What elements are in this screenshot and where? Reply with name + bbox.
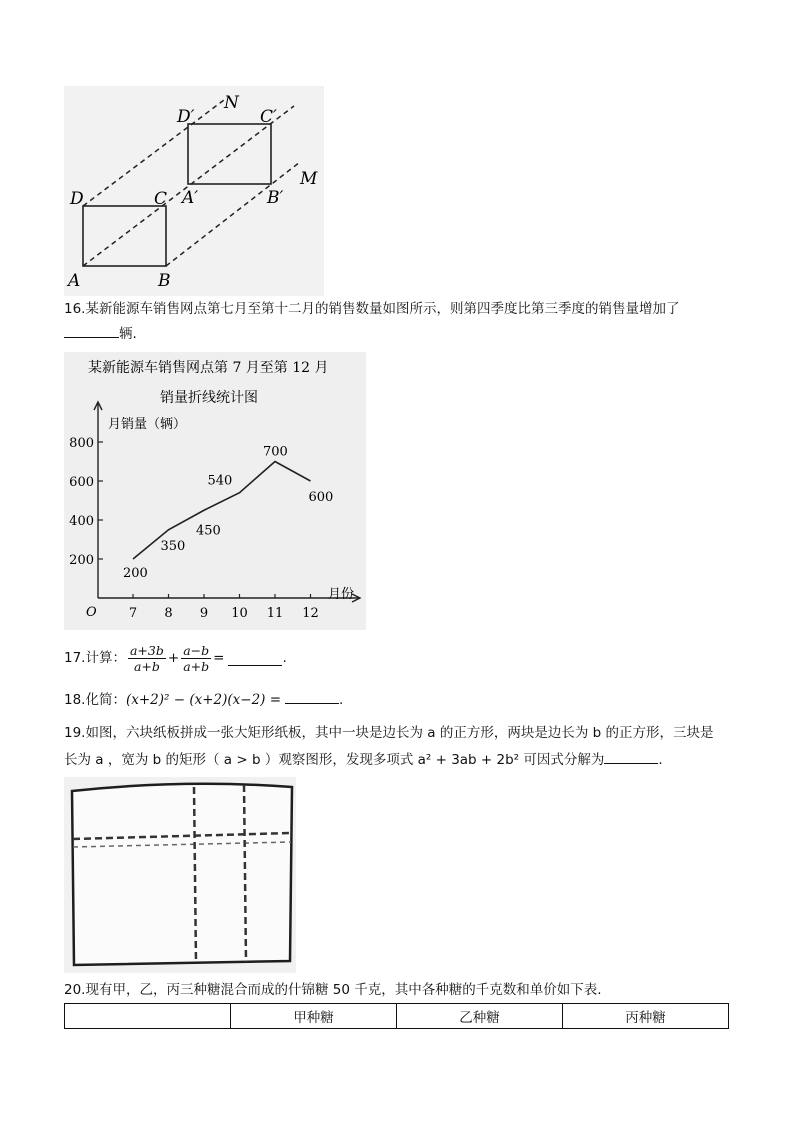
sales-chart-svg [64, 352, 366, 630]
translation-figure [64, 86, 324, 296]
q17 [64, 640, 287, 676]
q18-prefix: 18.化简： [64, 692, 126, 708]
rect-abcd [83, 206, 166, 266]
y-tick-label: 400 [69, 514, 94, 529]
candy-table-header-jia: 甲种糖 [231, 1004, 397, 1029]
candy-table-header-yi: 乙种糖 [397, 1004, 563, 1029]
q17-fraction-1 [128, 643, 166, 674]
label-d-prime: D′ [177, 107, 195, 127]
q17-prefix: 17.计算： [64, 650, 126, 666]
q16-line1: 16.某新能源车销售网点第七月至第十二月的销售数量如图所示，则第四季度比第三季度的销售量增加了 [64, 301, 680, 317]
label-n: N [224, 93, 239, 113]
data-label: 540 [207, 473, 233, 489]
y-tick-label: 600 [69, 475, 94, 490]
x-tick-label: 11 [266, 606, 284, 621]
paper-board-figure [64, 777, 296, 973]
x-axis-label: 月份 [328, 587, 355, 602]
q19-line2 [64, 749, 663, 770]
x-tick-label: 12 [302, 606, 319, 621]
q20-line1: 20.现有甲，乙，丙三种糖混合而成的什锦糖 50 千克，其中各种糖的千克数和单价如下表. [64, 982, 602, 998]
data-label: 700 [263, 444, 288, 460]
candy-table-header-empty [65, 1004, 231, 1029]
data-label: 350 [160, 538, 186, 554]
chart-title-line1: 某新能源车销售网点第 7 月至第 12 月 [88, 360, 329, 376]
q17-f1-numerator: a+3b [129, 642, 164, 658]
dashed-line-b-m [166, 162, 300, 266]
candy-table-header-bing: 丙种糖 [563, 1004, 729, 1029]
label-b: B [158, 271, 171, 291]
q17-f2-numerator: a−b [183, 642, 210, 658]
q17-answer-blank[interactable] [228, 651, 282, 666]
data-label: 450 [196, 523, 221, 539]
q16-line2 [64, 323, 137, 344]
x-tick-label: 7 [128, 606, 138, 621]
q19-line2-text: 长为 a ，宽为 b 的矩形（ a > b ）观察图形，发现多项式 a² + 3ab + 2b² 可因式分解为 [64, 752, 605, 768]
label-a-prime: A′ [182, 188, 199, 208]
q16-answer-blank[interactable] [64, 323, 119, 338]
paper-board-svg [64, 777, 296, 973]
q18-answer-blank[interactable] [285, 689, 339, 704]
data-label: 600 [308, 490, 334, 505]
candy-table-header-row [65, 1004, 729, 1029]
y-tick-label: 800 [69, 436, 94, 451]
label-b-prime: B′ [267, 188, 284, 208]
label-d: D [70, 189, 84, 209]
board-outline [72, 784, 292, 965]
translation-figure-svg [64, 86, 324, 296]
q18 [64, 689, 343, 710]
q16-unit: 辆. [119, 326, 137, 342]
q17-f2-denominator: a+b [183, 658, 210, 674]
q17-f1-denominator: a+b [133, 658, 160, 674]
label-m: M [300, 169, 318, 189]
label-c-prime: C′ [260, 107, 277, 127]
candy-table [64, 1003, 729, 1029]
sales-chart [64, 352, 366, 630]
q19-end: . [658, 752, 663, 768]
chart-title-line2: 销量折线统计图 [160, 390, 258, 406]
q17-plus: + [167, 650, 180, 666]
y-tick-label: 200 [69, 553, 94, 568]
x-tick-label: 9 [199, 606, 209, 621]
q17-fraction-2 [181, 643, 211, 674]
label-a: A [68, 271, 81, 291]
q17-end: . [282, 650, 287, 666]
origin-label: O [86, 605, 97, 620]
q18-expression: (x+2)² − (x+2)(x−2) = [125, 692, 282, 708]
label-c: C [154, 189, 168, 209]
q18-end: . [339, 692, 344, 708]
x-tick-label: 8 [164, 606, 173, 621]
q19-answer-blank[interactable] [604, 749, 658, 764]
q17-equals: = [213, 650, 225, 666]
x-tick-label: 10 [231, 606, 248, 621]
q19-line1: 19.如图，六块纸板拼成一张大矩形纸板，其中一块是边长为 a 的正方形，两块是边长为 b 的正方形，三块是 [64, 725, 714, 741]
y-axis-label: 月销量（辆） [108, 417, 187, 432]
data-label: 200 [123, 566, 148, 581]
